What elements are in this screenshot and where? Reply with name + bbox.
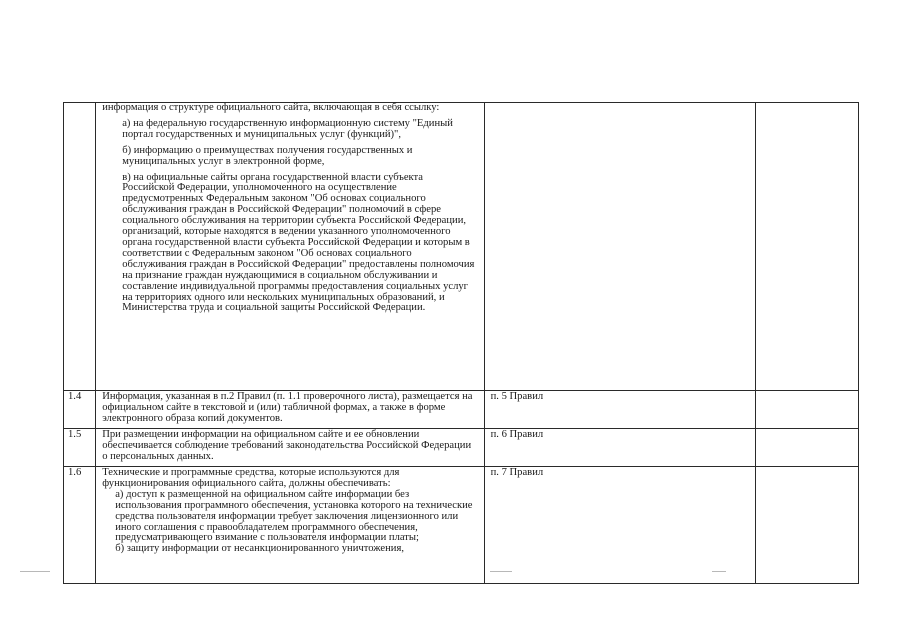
checklist-table xyxy=(63,102,859,584)
requirement-text: Информация, указанная в п.2 Правил (п. 1.1 проверочного листа), размещается на официальном сайте в текстовой и (или) табличной формах, а также в форме электронного образа копий документов. xyxy=(102,391,473,424)
reference-cell xyxy=(484,429,756,467)
table-row xyxy=(64,103,859,391)
requirement-cell xyxy=(96,467,484,584)
reference-cell xyxy=(484,391,756,429)
reference-cell xyxy=(484,467,756,584)
mark-cell xyxy=(756,103,859,391)
requirement-text: Технические и программные средства, которые используются для функционирования официального сайта, должны обеспечивать: xyxy=(102,467,400,489)
row-number: 1.6 xyxy=(68,467,82,478)
mark-cell xyxy=(756,391,859,429)
requirement-cell xyxy=(96,103,484,391)
scan-artifact xyxy=(490,571,512,572)
table-row xyxy=(64,467,859,584)
row-number-cell xyxy=(64,467,96,584)
mark-cell xyxy=(756,467,859,584)
requirement-cell xyxy=(96,429,484,467)
table-row xyxy=(64,391,859,429)
requirement-subitem: а) на федеральную государственную информационную систему "Единый портал государственных и муниципальных услуг (функций)", xyxy=(122,117,453,140)
scan-artifact xyxy=(712,571,726,572)
requirement-subitem: в) на официальные сайты органа государственной власти субъекта Российской Федерации, уполномоченного на осуществление предусмотренных Федеральным законом "Об основах социального обслуживания граждан в Российской Федерации" полномочий в сфере социального обслуживания на территории субъекта Российской Федерации, организаций, которые находятся в ведении указанного уполномоченного органа государственной власти субъекта Российской Федерации и которым в соответствии с Федеральным законом "Об основах социального обслуживания граждан в Российской Федерации" предоставлены полномочия на признание граждан нуждающимися в социальном обслуживании и составление индивидуальной программы предоставления социальных услуг на территориях одного или нескольких муниципальных образований, и Министерства труда и социальной защиты Российской Федерации. xyxy=(122,171,475,314)
row-number-cell xyxy=(64,103,96,391)
requirement-subitem: б) защиту информации от несанкционированного уничтожения, xyxy=(115,543,404,555)
reference-text: п. 5 Правил xyxy=(490,391,544,402)
row-number: 1.4 xyxy=(68,391,82,402)
table-row xyxy=(64,429,859,467)
requirement-text: информация о структуре официального сайта, включающая в себя ссылку: xyxy=(102,102,440,113)
row-number-cell xyxy=(64,429,96,467)
reference-text: п. 6 Правил xyxy=(490,429,544,440)
requirement-subitem: б) информацию о преимуществах получения государственных и муниципальных услуг в электронной форме, xyxy=(122,144,413,167)
requirement-cell xyxy=(96,391,484,429)
requirement-text: При размещении информации на официальном сайте и ее обновлении обеспечивается соблюдение требований законодательства Российской Федерации о персональных данных. xyxy=(102,429,472,462)
reference-cell xyxy=(484,103,756,391)
requirement-subitem: а) доступ к размещенной на официальном сайте информации без использования программного обеспечения, установка которого на технические средства пользователя информации требует заключения лицензионного или иного соглашения с правообладателем программного обеспечения, предусматривающего взимание с пользователя информации платы; xyxy=(115,488,473,544)
row-number-cell xyxy=(64,391,96,429)
reference-text: п. 7 Правил xyxy=(490,467,544,478)
row-number: 1.5 xyxy=(68,429,82,440)
mark-cell xyxy=(756,429,859,467)
scan-artifact xyxy=(20,571,50,572)
